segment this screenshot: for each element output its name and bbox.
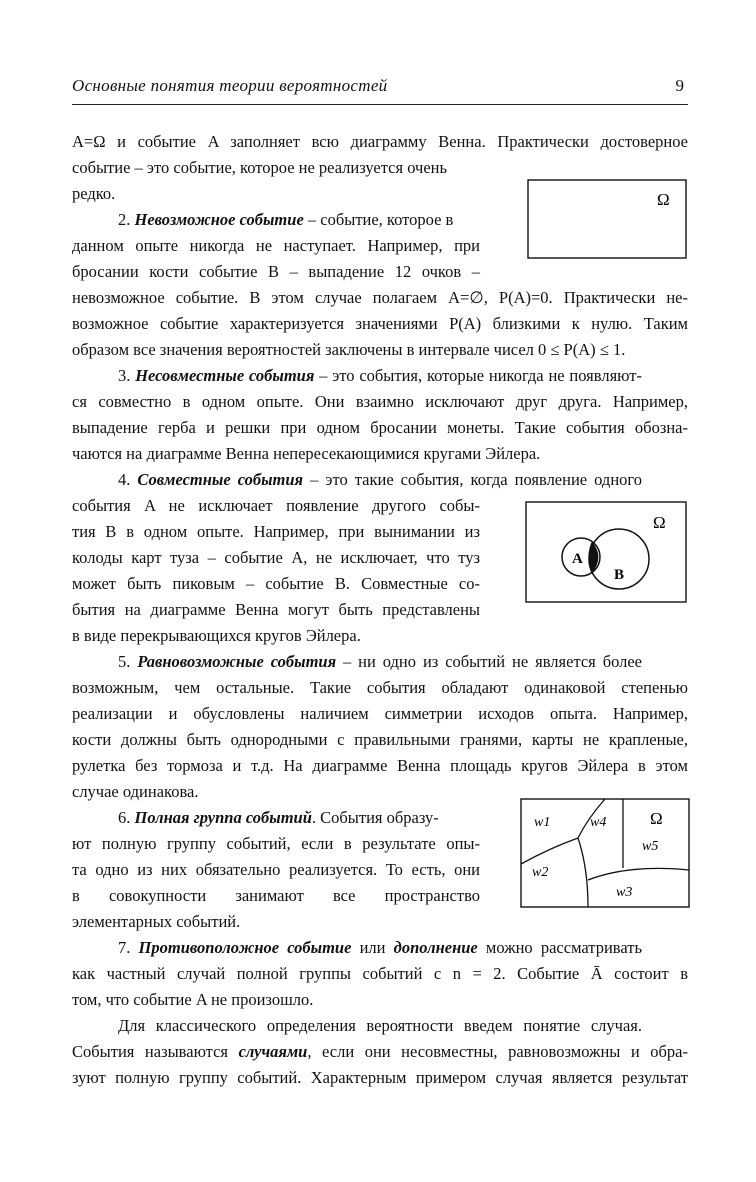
running-header — [72, 76, 688, 102]
item-2-text: – событие, которое в — [303, 210, 454, 229]
text-line: зуют полную группу событий. Характерным примером случая является результат — [72, 1068, 688, 1087]
text-line: невозможное событие. В этом случае полагаем A=∅, P(A)=0. Практически не- — [72, 288, 688, 307]
text-line: кости должны быть однородными с правильными гранями, карты не крапленые, — [72, 730, 688, 749]
text-line: реализации и обусловлены наличием симметрии исходов опыта. Например, — [72, 704, 688, 723]
item-7-text: можно рассматривать — [477, 938, 642, 957]
term-impossible-event: Невозможное событие — [134, 210, 304, 229]
item-7-line — [72, 935, 642, 961]
text-line: тия B в одном опыте. Например, при вынимании из — [72, 522, 480, 541]
item-number: 3. — [118, 366, 131, 385]
text-line: возможное событие характеризуется значениями P(A) близкими к нулю. Таким — [72, 314, 688, 333]
term-complete-group: Полная группа событий — [134, 808, 312, 827]
term-opposite-event: Противоположное событие — [138, 938, 352, 957]
label-w4: w4 — [590, 815, 607, 830]
figure-compatible-events — [525, 501, 689, 605]
item-6-text: . События образу- — [311, 808, 439, 827]
label-a: A — [572, 551, 583, 567]
item-number: 6. — [118, 808, 131, 827]
text-line: возможным, чем остальные. Такие события обладают одинаковой степенью — [72, 678, 688, 697]
item-3-line — [72, 363, 642, 389]
item-5-line — [72, 649, 642, 675]
item-number: 2. — [118, 210, 131, 229]
item-number: 7. — [118, 938, 131, 957]
text-line: A=Ω и событие A заполняет всю диаграмму Венна. Практически достоверное — [72, 132, 688, 151]
figure-complete-group — [520, 798, 692, 910]
text-line — [72, 1039, 688, 1065]
text-line: в совокупности занимают все пространство — [72, 886, 480, 905]
item-number: 5. — [118, 652, 131, 671]
term-cases: случаями — [238, 1042, 308, 1061]
text-line: может быть пиковым – событие B. Совместные со- — [72, 574, 480, 593]
item-7-text: или — [351, 938, 394, 957]
text-line: образом все значения вероятностей заключены в интервале чисел 0 ≤ P(A) ≤ 1. — [72, 340, 626, 359]
text-line: как частный случай полной группы событий с n = 2. Событие Ā состоит в — [72, 964, 688, 983]
text-line: Для классического определения вероятности введем понятие случая. — [118, 1016, 642, 1035]
text-line: бытия на диаграмме Венна могут быть представлены — [72, 600, 480, 619]
text-line: та одно из них обязательно реализуется. То есть, они — [72, 860, 480, 879]
label-w1: w1 — [534, 815, 551, 830]
item-number: 4. — [118, 470, 131, 489]
text-line: редко. — [72, 184, 116, 203]
page-number: 9 — [675, 76, 684, 95]
item-4-line — [72, 467, 642, 493]
text-line: в виде перекрывающихся кругов Эйлера. — [72, 626, 361, 645]
text-line: ют полную группу событий, если в результате опы- — [72, 834, 480, 853]
term-incompatible-events: Несовместные события — [135, 366, 315, 385]
item-4-text: – это такие события, когда появление одного — [303, 470, 643, 489]
text-line: элементарных событий. — [72, 912, 241, 931]
text-line: выпадение герба и решки при одном бросании монеты. Такие события обозна- — [72, 418, 688, 437]
text-line: событие – это событие, которое не реализуется очень — [72, 158, 448, 177]
text-line: ся совместно в одном опыте. Они взаимно исключают друг друга. Например, — [72, 392, 688, 411]
text-line: события A не исключает появление другого собы- — [72, 496, 480, 515]
text-line: случае одинакова. — [72, 782, 199, 801]
header-rule — [72, 104, 688, 105]
term-compatible-events: Совместные события — [137, 470, 304, 489]
item-6-line — [72, 805, 439, 831]
text-fragment: , если они несовместны, равновозможны и обра- — [307, 1042, 688, 1061]
text-line: рулетка без тормоза и т.д. На диаграмме Венна площадь кругов Эйлера в этом — [72, 756, 688, 775]
omega-label: Ω — [650, 809, 663, 828]
term-equiprobable-events: Равновозможные события — [137, 652, 337, 671]
header-title: Основные понятия теории вероятностей — [72, 76, 388, 95]
label-b: B — [614, 567, 625, 583]
label-w3: w3 — [616, 885, 633, 900]
term-complement: дополнение — [393, 938, 478, 957]
item-2-line — [72, 207, 454, 233]
label-w5: w5 — [642, 839, 659, 854]
omega-label: Ω — [653, 513, 666, 532]
text-line: данном опыте никогда не наступает. Например, при — [72, 236, 480, 255]
partition-line — [521, 838, 578, 864]
text-line: колоды карт туза – событие A, не исключает, что туз — [72, 548, 480, 567]
omega-label: Ω — [657, 190, 670, 209]
text-line: чаются на диаграмме Венна непересекающимися кругами Эйлера. — [72, 444, 541, 463]
label-w2: w2 — [532, 865, 549, 880]
item-3-text: – это события, которые никогда не появляют- — [314, 366, 642, 385]
item-5-text: – ни одно из событий не является более — [336, 652, 643, 671]
text-line: бросании кости событие B – выпадение 12 очков – — [72, 262, 480, 281]
partition-line — [588, 868, 689, 880]
text-fragment: События называются — [72, 1042, 229, 1061]
figure-sample-space — [527, 179, 689, 263]
text-line: том, что событие A не произошло. — [72, 990, 314, 1009]
